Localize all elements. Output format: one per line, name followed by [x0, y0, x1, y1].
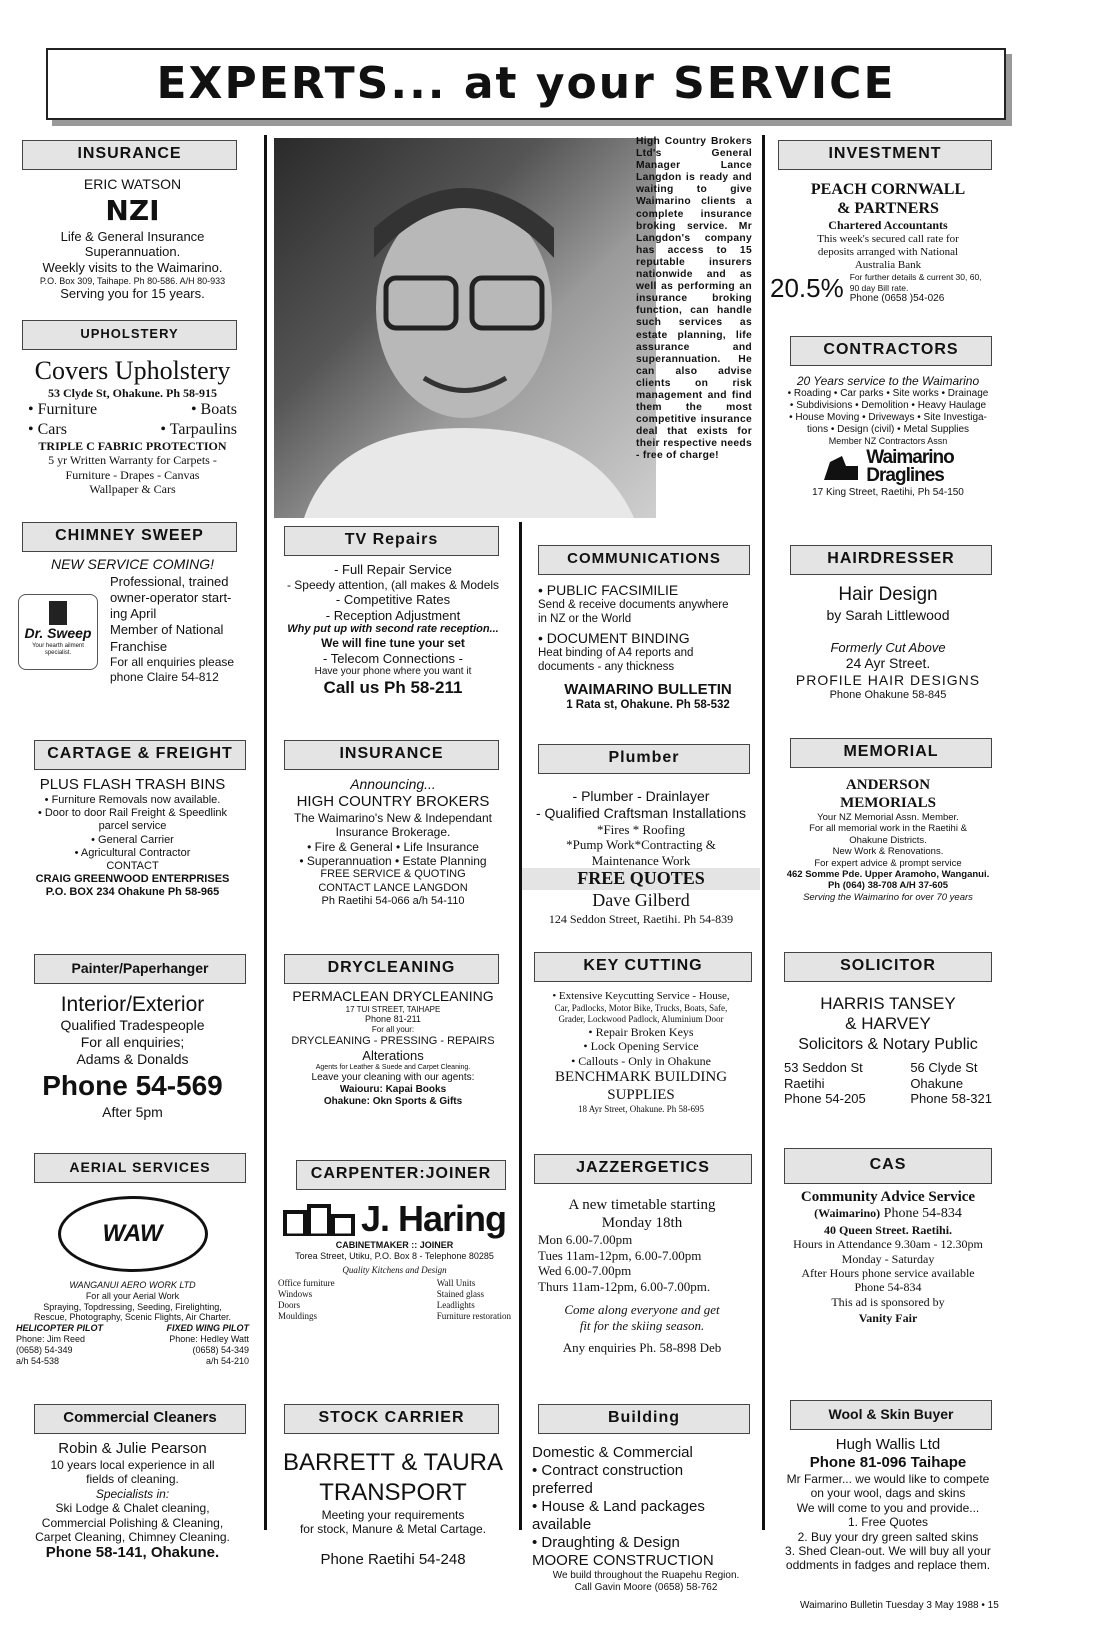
rate-block [770, 272, 1006, 304]
text-line: Domestic & Commercial [532, 1444, 693, 1461]
text-line: (Waimarino) [814, 1206, 881, 1220]
excavator-icon [822, 452, 862, 482]
text-line: a/h 54-210 [205, 1355, 249, 1366]
text-line: Car, Padlocks, Motor Bike, Trucks, Boats, Safe, [554, 1003, 728, 1014]
text-line: 2. Buy your dry green salted skins [797, 1529, 979, 1544]
text-line: BENCHMARK BUILDING [554, 1068, 728, 1085]
text-line: • DOCUMENT BINDING [538, 630, 690, 647]
contractors-header: CONTRACTORS [790, 336, 992, 366]
memorial-header: MEMORIAL [790, 738, 992, 768]
text-line: 90 day Bill rate. [849, 282, 909, 293]
cartage-ad [10, 776, 255, 900]
service-column [278, 1278, 335, 1321]
text-line: 56 Clyde St [910, 1059, 978, 1075]
text-line: oddments in fadges and replace them. [785, 1558, 991, 1573]
logo-text [866, 449, 953, 485]
text-line: 17 King Street, Raetihi, Ph 54-150 [812, 487, 964, 499]
text-line: A new timetable starting [568, 1197, 716, 1213]
text-line: Raetihi [784, 1075, 825, 1091]
text-line: 18 Ayr Street, Ohakune. Ph 58-695 [578, 1103, 704, 1114]
text-line: fit for the skiing season. [579, 1317, 705, 1333]
raetihi-office [784, 1060, 866, 1107]
title-banner [46, 48, 1006, 120]
text-line: Hair Design [838, 584, 938, 605]
text-line: HARRIS TANSEY [820, 994, 956, 1013]
text-line: CONTACT LANCE LANGDON [318, 881, 468, 894]
text-line: WAIMARINO BULLETIN [564, 680, 732, 698]
item: • Cars [28, 420, 67, 438]
service-list [272, 1278, 517, 1321]
text-line: 10 years local experience in all [50, 1458, 215, 1472]
column-rule [264, 135, 267, 1530]
list-item: Mouldings [278, 1310, 318, 1321]
text-line: BARRETT & TAURA [282, 1449, 504, 1476]
business-name: J. Haring [360, 1198, 507, 1239]
text-line: documents - any thickness [538, 660, 675, 673]
text-line: • PUBLIC FACSIMILIE [538, 582, 679, 598]
text-line: Any enquiries Ph. 58-898 Deb [562, 1339, 722, 1355]
text-line: • Door to door Rail Freight & Speedlink [37, 807, 228, 820]
text-line: PEACH CORNWALL [810, 181, 966, 198]
text-line: 53 Seddon St [784, 1059, 863, 1075]
text-line: • Subdivisions • Demolition • Heavy Haulage [789, 400, 987, 412]
phone-number: Phone 54-569 [42, 1069, 223, 1101]
painter-header: Painter/Paperhanger [34, 954, 246, 984]
key-cutting-header: KEY CUTTING [534, 952, 752, 982]
chimney-header: CHIMNEY SWEEP [22, 522, 237, 552]
text-line: • Fire & General • Life Insurance [307, 839, 479, 854]
phone-number: Phone Raetihi 54-248 [320, 1550, 466, 1568]
text-line: Phone 54-205 [784, 1091, 866, 1107]
text-line: Come along everyone and get [564, 1302, 720, 1318]
nzi-logo: NZI [105, 193, 160, 227]
text-line: We will fine tune your set [321, 636, 465, 651]
hairdresser-header: HAIRDRESSER [790, 545, 992, 575]
text-line: Phone 54-834 [880, 1206, 962, 1221]
jazzergetics-ad [526, 1196, 758, 1355]
text-line: Professional, trained [110, 573, 229, 589]
waw-logo [58, 1196, 208, 1272]
text-line: • Contract construction [532, 1462, 684, 1479]
page-title: EXPERTS... at your SERVICE [156, 58, 896, 109]
text-line: CABINETMAKER :: JOINER [335, 1240, 454, 1250]
list-item: Office furniture [278, 1278, 335, 1289]
text-line: • Extensive Keycutting Service - House, [552, 990, 730, 1002]
memorial-ad [770, 776, 1006, 903]
text-line: Dave Gilberd [592, 889, 690, 910]
text-line: Community Advice Service [800, 1189, 976, 1205]
logo-text: WAW [102, 1220, 163, 1247]
text-line: For all enquiries; [80, 1033, 185, 1050]
text-line: Australia Bank [854, 259, 922, 272]
story-text: High Country Brokers Ltd's General Manager Lance Langdon is ready and waiting to give Waimarino clients a complete insurance broking service. Mr Langdon's company has access to 15 reputable insurers nationwide and as well as performing an insurance broking function, can handle such services as estate planning, life assurance and superannuation. He can also advise clients on risk management and find them the most competitive insurance deal that exists for their respective needs - free of charge! [636, 136, 752, 462]
text-line: Member NZ Contractors Assn [828, 436, 948, 447]
text-line: FIXED WING PILOT [166, 1323, 249, 1334]
item-row [10, 420, 255, 439]
text-line: *Pump Work*Contracting & [566, 837, 716, 853]
text-line: Why put up with second rate reception... [287, 623, 499, 636]
office-columns [770, 1054, 1006, 1107]
text-line: Phone 58-141, Ohakune. [45, 1544, 220, 1562]
text-line: Wallpaper & Cars [89, 481, 176, 496]
cas-ad [770, 1188, 1006, 1326]
investment-header: INVESTMENT [778, 140, 992, 170]
text-line: 24 Ayr Street. [845, 655, 931, 672]
text-line: Ph (064) 38-708 A/H 37-605 [827, 880, 949, 892]
text-line: Spraying, Topdressing, Seeding, Firelighting, [43, 1301, 222, 1312]
text-line: Robin & Julie Pearson [58, 1440, 207, 1457]
text-line: - Telecom Connections - [323, 650, 463, 666]
text-line: Formerly Cut Above [830, 639, 946, 655]
text-line: Adams & Donalds [76, 1050, 189, 1067]
text-line: phone Claire 54-812 [110, 669, 219, 684]
text-line: For all memorial work in the Raetihi & [809, 823, 967, 835]
text-line: Phone 81-096 Taihape [809, 1454, 967, 1471]
carpenter-ad [272, 1198, 517, 1322]
text-line: *Fires * Roofing [596, 821, 686, 837]
plumber-ad [522, 788, 760, 926]
text-line: Phone (0658 )54-026 [849, 292, 945, 304]
helicopter-contact [16, 1323, 103, 1366]
text-line [770, 1206, 1006, 1223]
text-line: Phone 58-321 [910, 1091, 992, 1107]
text-line: CRAIG GREENWOOD ENTERPRISES [35, 873, 230, 886]
text-line: Carpet Cleaning, Chimney Cleaning. [35, 1529, 230, 1544]
text-line: (0658) 54-349 [16, 1344, 73, 1355]
text-line: 1. Free Quotes [847, 1515, 929, 1530]
text-line: Send & receive documents anywhere [538, 598, 729, 611]
text-line: Leave your cleaning with our agents: [311, 1071, 475, 1083]
carpenter-header: CARPENTER:JOINER [296, 1160, 506, 1190]
text-line: - Plumber - Drainlayer [572, 788, 710, 804]
draglines-logo [770, 449, 1006, 485]
text-line: Interior/Exterior [60, 993, 205, 1016]
text-line: Franchise [110, 638, 168, 654]
insurance2-header: INSURANCE [284, 740, 499, 770]
business-name: Covers Upholstery [34, 356, 231, 385]
stock-header: STOCK CARRIER [284, 1404, 499, 1434]
text-line: SUPPLIES [607, 1086, 675, 1103]
list-item: Furniture restoration [436, 1310, 511, 1321]
text-line: preferred [532, 1480, 593, 1497]
text-line: - Speedy attention, (all makes & Models [286, 577, 500, 592]
text-line: by Sarah Littlewood [826, 606, 950, 623]
text-line: Mr Farmer... we would like to compete [786, 1472, 990, 1486]
text-line: Life & General Insurance [60, 228, 205, 244]
text-line: PLUS FLASH TRASH BINS [39, 776, 226, 793]
text-line: Vanity Fair [858, 1311, 918, 1326]
portrait-figure [274, 138, 656, 518]
text-line: Member of National [110, 622, 224, 638]
cleaners-ad [10, 1440, 255, 1562]
text-line: TRIPLE C FABRIC PROTECTION [38, 438, 227, 453]
text-line: This ad is sponsored by [831, 1294, 945, 1309]
list-item: Wall Units [436, 1278, 476, 1289]
investment-ad [770, 180, 1006, 305]
text-line: Waiouru: Kapai Books [339, 1083, 447, 1095]
plumber-header: Plumber [538, 744, 750, 774]
text-line: • Repair Broken Keys [588, 1024, 694, 1039]
text-line: • Superannuation • Estate Planning [299, 853, 487, 868]
chimney-icon [49, 601, 67, 625]
text-line: After Hours phone service available [801, 1265, 975, 1280]
text-line: 40 Queen Street. Raetihi. [823, 1222, 953, 1237]
insurance-ad [10, 176, 255, 302]
text-line: Monday - Saturday [841, 1251, 935, 1266]
item-row [10, 400, 255, 419]
text-line: & HARVEY [845, 1014, 931, 1034]
hairdresser-ad [770, 584, 1006, 702]
text-line: fields of cleaning. [86, 1472, 179, 1487]
text-line: Heat binding of A4 reports and [538, 647, 694, 660]
text-line: 1 Rata st, Ohakune. Ph 58-532 [566, 698, 730, 711]
text-line: Call Gavin Moore (0658) 58-762 [574, 1582, 718, 1593]
text-line: Insurance Brokerage. [335, 825, 451, 840]
text-line: Maintenance Work [591, 852, 691, 868]
upholstery-ad [10, 356, 255, 496]
building-ad [532, 1444, 760, 1594]
call-rate: 20.5% [770, 272, 844, 303]
text-line: Hugh Wallis Ltd [835, 1436, 941, 1453]
text-line: P.O. BOX 234 Ohakune Ph 58-965 [45, 886, 220, 899]
drycleaning-ad [268, 988, 518, 1108]
text-line: • Roading • Car parks • Site works • Drainage [787, 388, 989, 400]
item: • Tarpaulins [160, 420, 237, 438]
text-line: Phone Ohakune 58-845 [829, 688, 947, 701]
text-line: ANDERSON [845, 777, 931, 793]
list-item: Doors [278, 1299, 300, 1310]
painter-ad [10, 992, 255, 1120]
haring-emblem-icon [283, 1202, 355, 1236]
logo-text: Dr. Sweep [24, 625, 92, 641]
text-line: Superannuation. [84, 244, 181, 260]
tv-ad [268, 562, 518, 699]
text-line: Chartered Accountants [828, 218, 948, 233]
list-item: Stained glass [436, 1289, 485, 1300]
text-line: For all enquiries please [110, 654, 235, 669]
ohakune-office [910, 1060, 992, 1107]
address: 53 Clyde St, Ohakune. Ph 58-915 [47, 386, 218, 400]
column-rule [762, 135, 765, 1530]
jazzergetics-header: JAZZERGETICS [534, 1154, 752, 1184]
cas-header: CAS [784, 1148, 992, 1184]
text-line: MOORE CONSTRUCTION [532, 1552, 714, 1569]
text-line: Phone 54-834 [854, 1280, 922, 1295]
text-line: Serving the Waimarino for over 70 years [803, 891, 973, 903]
text-line: 17 TUI STREET, TAIHAPE [345, 1004, 441, 1014]
pilot-columns [10, 1323, 255, 1366]
text-line: HELICOPTER PILOT [16, 1323, 104, 1334]
text-line: 3. Shed Clean-out. We will buy all your [785, 1543, 991, 1558]
text-line: Qualified Tradespeople [60, 1017, 205, 1034]
communications-header: COMMUNICATIONS [538, 545, 750, 575]
cartage-header: CARTAGE & FREIGHT [34, 740, 246, 770]
text-line: • Agricultural Contractor [74, 846, 191, 859]
text-line: parcel service [98, 820, 167, 833]
building-header: Building [538, 1404, 750, 1434]
text-line: Rescue, Photography, Scenic Flights, Air Charter. [34, 1312, 231, 1323]
text-line: Monday 18th [601, 1215, 683, 1231]
text-line: Have your phone where you want it [314, 666, 472, 678]
text-line: After 5pm [102, 1103, 163, 1120]
text-line: We will come to you and provide... [796, 1500, 980, 1515]
insurance2-ad [268, 776, 518, 908]
text-line: Specialists in: [95, 1486, 170, 1501]
text-line: - Full Repair Service [334, 562, 452, 577]
wool-ad [770, 1436, 1006, 1573]
text-line: Hours in Attendance 9.30am - 12.30pm [793, 1237, 983, 1252]
text-line: • Callouts - Only in Ohakune [571, 1053, 711, 1068]
stock-ad [268, 1448, 518, 1569]
page-footer: Waimarino Bulletin Tuesday 3 May 1988 • 15 [800, 1600, 999, 1611]
contractors-ad [770, 374, 1006, 499]
text-line: Alterations [362, 1047, 424, 1063]
text-line: PERMACLEAN DRYCLEANING [292, 988, 494, 1004]
timetable-row: Tues 11am-12pm, 6.00-7.00pm [538, 1247, 702, 1263]
text-line: Ohakune: Okn Sports & Gifts [323, 1095, 463, 1107]
item: • Furniture [28, 401, 98, 419]
solicitor-header: SOLICITOR [784, 952, 992, 982]
solicitor-ad [770, 994, 1006, 1107]
text-line: Ph Raetihi 54-066 a/h 54-110 [321, 894, 465, 907]
text-line: Ohakune [910, 1075, 964, 1091]
text-line: Grader, Lockwood Padlock, Aluminium Door [558, 1013, 724, 1024]
text-line: Commercial Polishing & Cleaning, [41, 1515, 224, 1530]
text-line: We build throughout the Ruapehu Region. [552, 1570, 740, 1581]
text-line: for stock, Manure & Metal Cartage. [299, 1522, 487, 1537]
text-line: • Lock Opening Service [583, 1039, 699, 1054]
drycleaning-header: DRYCLEANING [284, 954, 499, 984]
text-line: Phone 81-211 [365, 1014, 421, 1025]
timetable-row: Thurs 11am-12pm, 6.00-7.00pm. [538, 1278, 711, 1294]
text-line: This week's secured call rate for [817, 232, 959, 245]
dr-sweep-logo [18, 594, 98, 670]
text-line: 124 Seddon Street, Raetihi. Ph 54-839 [548, 911, 734, 926]
timetable-row: Wed 6.00-7.00pm [538, 1263, 632, 1279]
text-line: Serving you for 15 years. [60, 286, 205, 302]
text-line: 20 Years service to the Waimarino [796, 374, 980, 388]
text-line: - Reception Adjustment [325, 607, 461, 623]
text-line: HIGH COUNTRY BROKERS [296, 792, 490, 810]
text-line: on your wool, dags and skins [810, 1486, 966, 1501]
logo-line: Draglines [866, 465, 944, 487]
text-line: TRANSPORT [319, 1479, 467, 1506]
item: • Boats [190, 401, 237, 419]
wool-header: Wool & Skin Buyer [790, 1400, 992, 1430]
text-line: PROFILE HAIR DESIGNS [795, 671, 981, 688]
text-line: Agents for Leather & Suede and Carpet Cleaning. [315, 1063, 471, 1071]
text-line: New Work & Renovations. [832, 846, 944, 858]
text-line: For further details & current 30, 60, [849, 272, 982, 283]
logo-line: Waimarino [866, 447, 954, 469]
text-line: (0658) 54-349 [192, 1344, 249, 1355]
upholstery-header: UPHOLSTERY [22, 320, 237, 350]
timetable [526, 1232, 758, 1294]
list-item: Windows [278, 1289, 313, 1300]
text-line: Phone: Hedley Watt [169, 1333, 249, 1344]
text-line: MEMORIALS [840, 795, 936, 811]
text-line: a/h 54-538 [16, 1355, 60, 1366]
text-line: - Competitive Rates [335, 591, 451, 607]
rate-details [850, 272, 982, 304]
text-line: FREE QUOTES [522, 868, 760, 890]
text-line: For all your: [371, 1025, 415, 1035]
text-line: The Waimarino's New & Independant [294, 810, 492, 825]
text-line: • General Carrier [91, 833, 174, 846]
text-line: ing April [110, 606, 157, 621]
text-line: • Furniture Removals now available. [44, 794, 221, 806]
haring-logo [272, 1198, 517, 1240]
text-line: CONTACT [106, 859, 159, 872]
text-line: in NZ or the World [538, 612, 632, 625]
text-line: For expert advice & prompt service [814, 857, 962, 869]
text-line: P.O. Box 309, Taihape. Ph 80-586. A/H 80-933 [39, 275, 226, 286]
service-column [437, 1278, 511, 1321]
chimney-ad [10, 556, 255, 685]
agent-name: ERIC WATSON [83, 176, 182, 192]
chimney-text [110, 574, 255, 685]
text-line: & PARTNERS [837, 200, 939, 218]
text-line: NEW SERVICE COMING! [50, 556, 215, 572]
text-line: Announcing... [350, 776, 436, 792]
text-line: Quality Kitchens and Design [342, 1264, 447, 1275]
text-line: DRYCLEANING - PRESSING - REPAIRS [291, 1034, 495, 1047]
text-line: 5 yr Written Warranty for Carpets - [48, 453, 217, 468]
insurance-header: INSURANCE [22, 140, 237, 170]
text-line: For all your Aerial Work [85, 1290, 180, 1301]
aerial-ad [10, 1190, 255, 1366]
text-line: • House & Land packages [532, 1498, 705, 1515]
text-line: Furniture - Drapes - Canvas [65, 467, 200, 482]
logo-tagline: Your hearth ailment specialist. [32, 642, 84, 656]
tv-header: TV Repairs [284, 526, 499, 556]
text-line: Torea Street, Utiku, P.O. Box 8 - Telephone 80285 [295, 1250, 494, 1261]
text-line: 462 Somme Pde. Upper Aramoho, Wanganui. [786, 868, 990, 880]
list-item: Leadlights [436, 1299, 475, 1310]
aerial-header: AERIAL SERVICES [34, 1153, 246, 1183]
text-line: available [532, 1516, 592, 1533]
text-line: Ski Lodge & Chalet cleaning, [55, 1501, 210, 1516]
cleaners-header: Commercial Cleaners [34, 1404, 246, 1434]
text-line: Meeting your requirements [321, 1508, 465, 1522]
text-line: Ohakune Districts. [849, 834, 927, 846]
phone-number: Call us Ph 58-211 [323, 678, 463, 698]
communications-ad [538, 582, 758, 713]
fixed-wing-contact [167, 1323, 250, 1366]
text-line: • House Moving • Driveways • Site Investiga- [789, 412, 987, 424]
text-line: WANGANUI AERO WORK LTD [69, 1280, 196, 1290]
text-line: Your NZ Memorial Assn. Member. [817, 812, 959, 823]
text-line: deposits arranged with National [817, 245, 959, 258]
text-line: tions • Design (civil) • Metal Supplies [806, 424, 970, 436]
text-line: • Draughting & Design [532, 1534, 680, 1551]
text-line: Phone: Jim Reed [16, 1333, 86, 1344]
text-line: - Qualified Craftsman Installations [535, 804, 747, 821]
text-line: Solicitors & Notary Public [798, 1035, 978, 1053]
text-line: FREE SERVICE & QUOTING [320, 868, 466, 881]
key-cutting-ad [522, 990, 760, 1115]
portrait-photo [274, 138, 656, 518]
text-line: Weekly visits to the Waimarino. [42, 259, 223, 275]
text-line: owner-operator start- [110, 589, 232, 605]
timetable-row: Mon 6.00-7.00pm [538, 1232, 633, 1247]
